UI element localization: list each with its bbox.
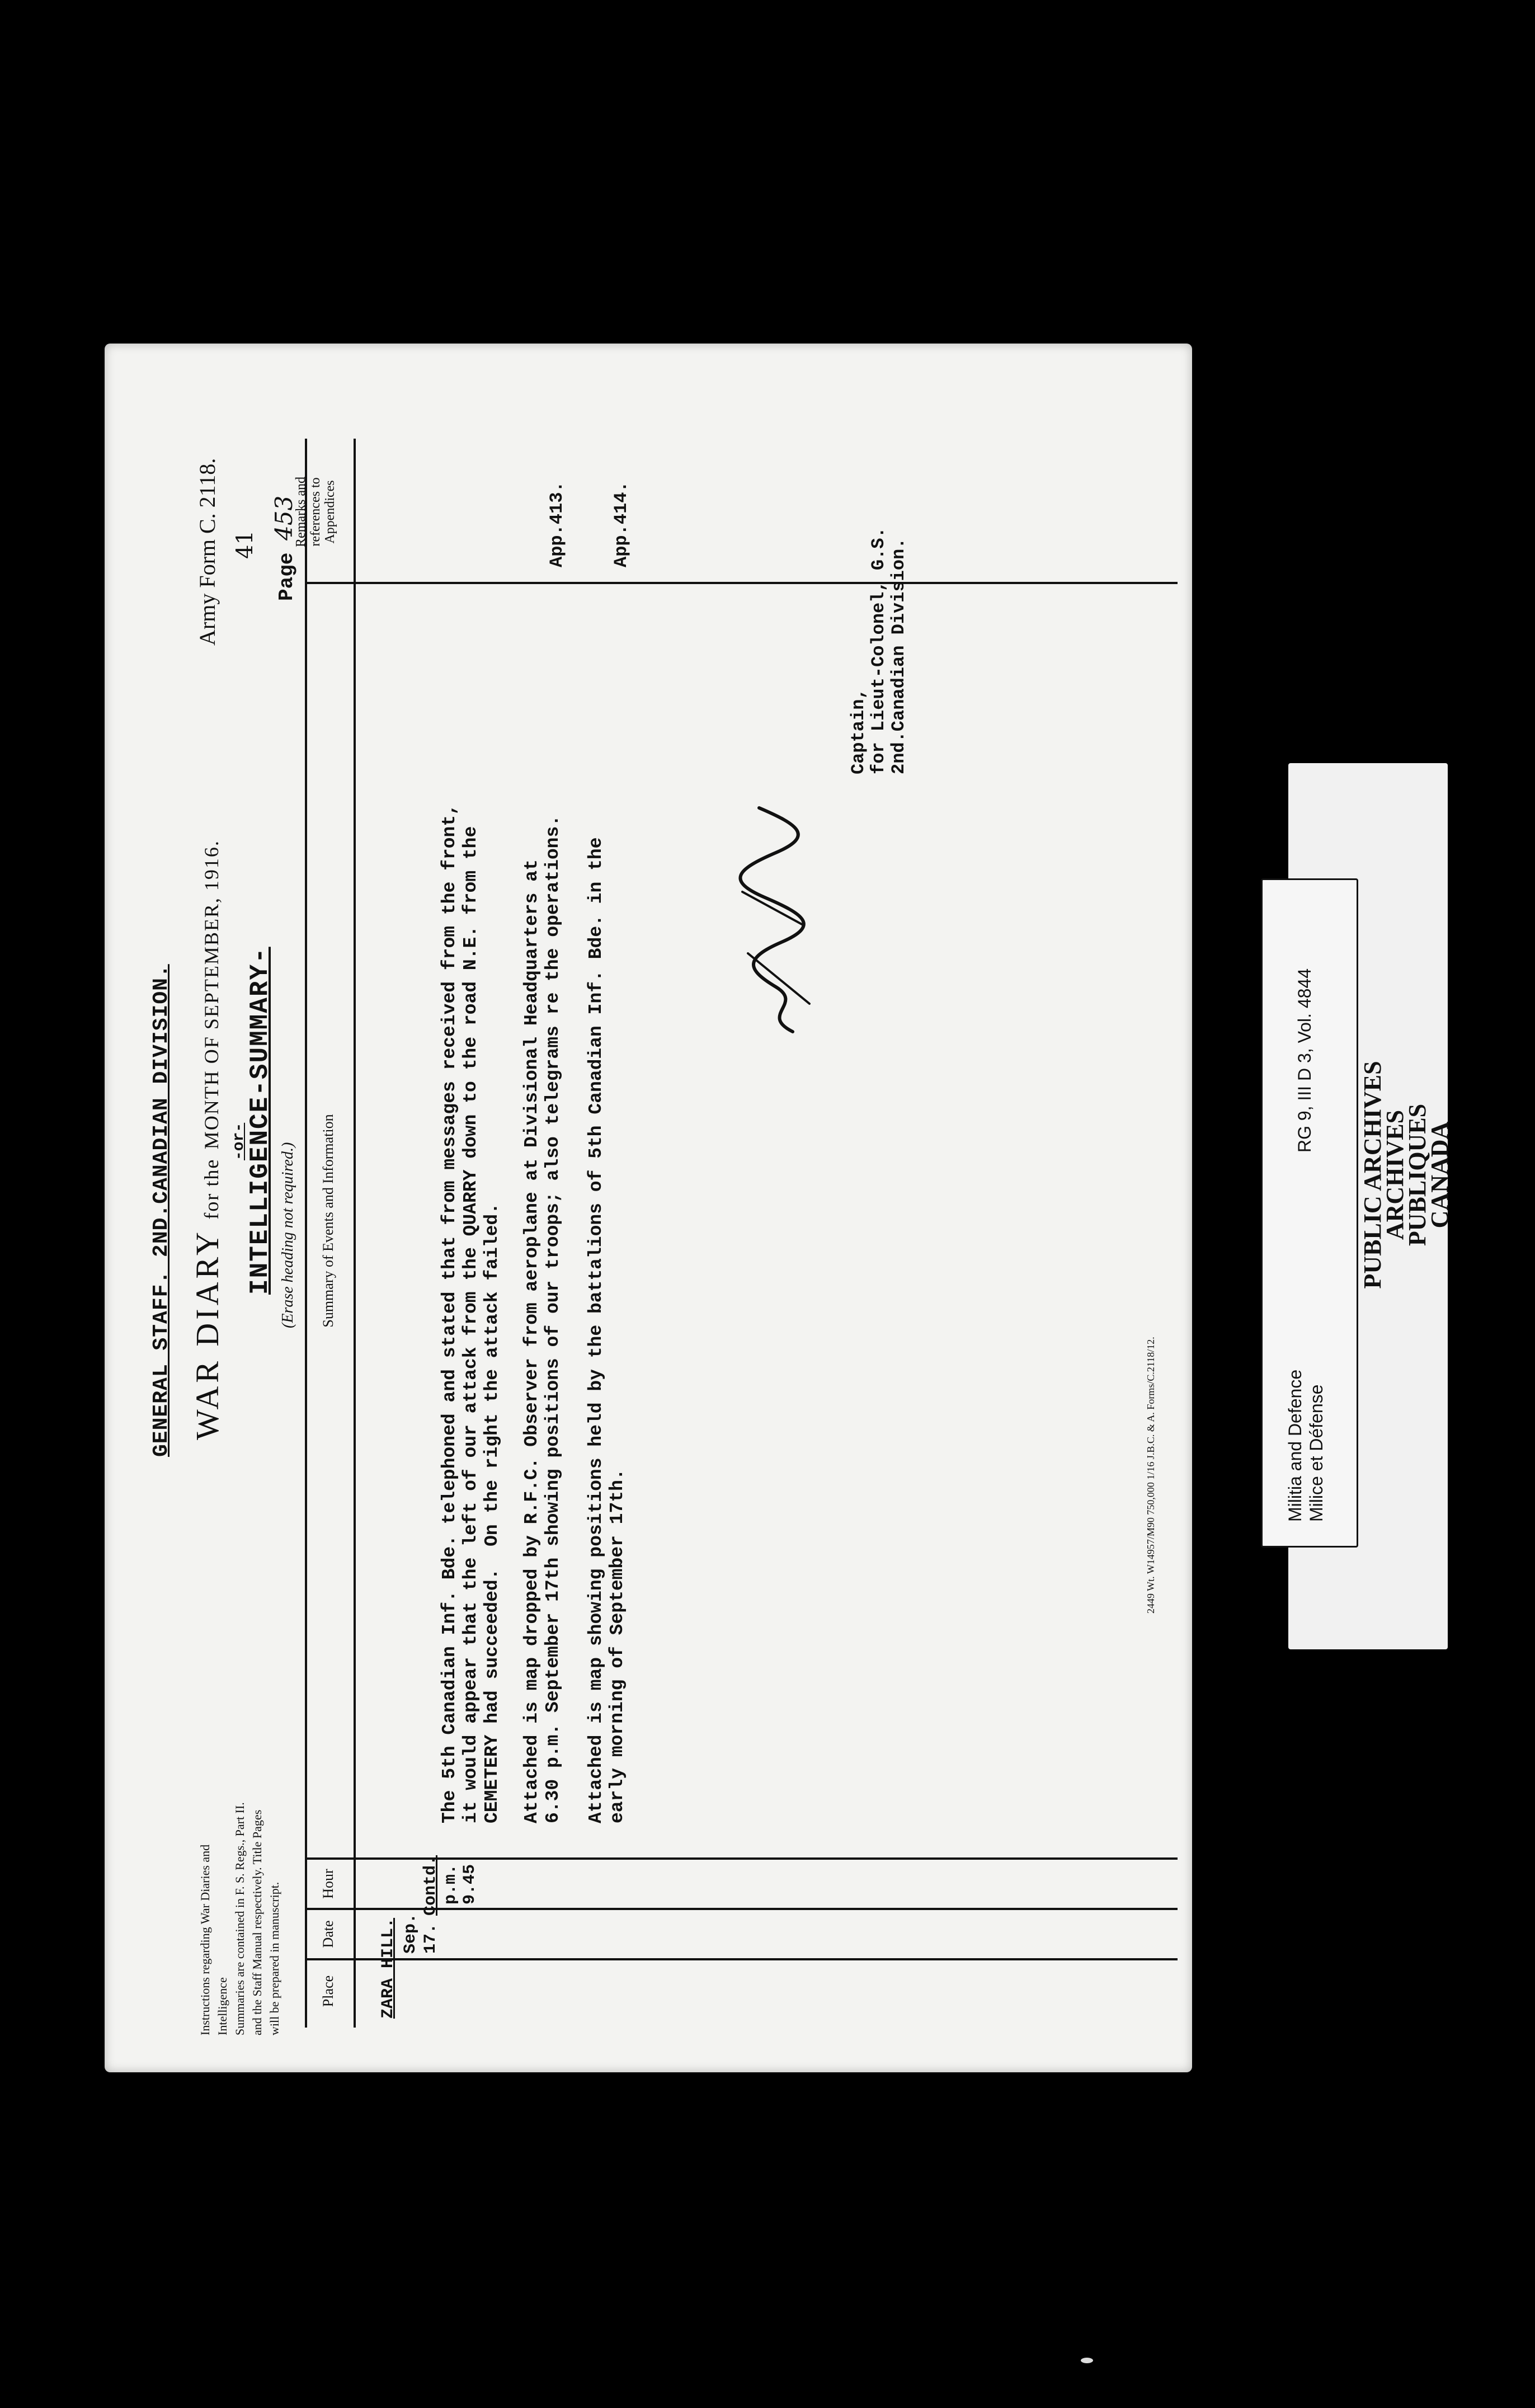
war-diary-page [105, 344, 1192, 2072]
title-month: MONTH OF SEPTEMBER, 1916. [200, 840, 223, 1150]
appendix-reference: App.413. [547, 481, 567, 567]
place-entry: ZARA HILL. [379, 1917, 398, 2019]
summary-entry: Attached is map dropped by R.F.C. Observer from aeroplane at Divisional Headquarters at 6.30 p.m. September 17th showing positions of our troops; also telegrams re the operations. [521, 815, 563, 1823]
instruction-line: and the Staff Manual respectively. Title Pages [250, 1809, 264, 2035]
intelligence-summary-heading: INTELLIGENCE-SUMMARY- [246, 947, 275, 1295]
archives-label-text [1261, 878, 1457, 1544]
column-header-place: Place [320, 1975, 336, 2007]
table-header-bottom-rule [354, 439, 356, 2028]
title-war-diary: WAR DIARY [189, 1229, 225, 1440]
remarks-header-line: Appendices [323, 480, 337, 544]
date-continued: Contd. [421, 1855, 440, 1916]
erase-heading-note: (Erase heading not required.) [279, 1142, 296, 1328]
army-form-number: Army Form C. 2118. [195, 458, 220, 646]
handwritten-folio-mark: 41 [232, 530, 258, 559]
printer-imprint: 2449 Wt. W14957/M90 750,000 1/16 J.B.C. & A. Forms/C.2118/12. [1145, 1337, 1156, 1614]
summary-entry: Attached is map showing positions held by the battalions of 5th Canadian Inf. Bde. in the early morning of September 17th. [586, 837, 628, 1823]
public-archives-mark [1359, 1041, 1453, 1309]
summary-entry: The 5th Canadian Inf. Bde. telephoned and stated that from messages received from the front, it would appear that the left of our attack from the QUARRY down to the road N.E. from the CEMETERY had succeeded. On the right the attack failed. [439, 804, 502, 1823]
column-header-summary: Summary of Events and Information [320, 1114, 336, 1328]
date-month: Sep. [401, 1913, 420, 1954]
signature-block: Captain, for Lieut-Colonel, G.S. 2nd.Canadian Division. [848, 527, 909, 774]
archives-line: ARCHIVES PUBLIQUES [1381, 1103, 1431, 1247]
instruction-line: will be prepared in manuscript. [267, 1882, 281, 2035]
scan-speck [1081, 2358, 1093, 2363]
place-column-rule [305, 1958, 1178, 1960]
archives-line: PUBLIC ARCHIVES [1359, 1061, 1386, 1289]
record-group-reference: RG 9, III D 3, Vol. 4844 [1294, 968, 1315, 1153]
ministry-name: Militia and Defence Milice et Défense [1285, 1369, 1326, 1522]
remarks-header-line: Remarks and [294, 477, 308, 547]
column-header-date: Date [320, 1920, 336, 1948]
page-number-value: 453 [270, 495, 298, 540]
form-instructions [196, 1784, 283, 2035]
column-header-remarks [294, 442, 337, 582]
date-day: 17. [421, 1923, 440, 1954]
table-header-top-rule [305, 439, 307, 2028]
remarks-header-line: references to [308, 477, 323, 547]
remarks-column-rule [305, 582, 1178, 584]
column-header-hour: Hour [320, 1869, 336, 1899]
unit-heading: GENERAL STAFF. 2ND.CANADIAN DIVISION. [149, 964, 173, 1457]
archives-line: CANADA [1426, 1121, 1453, 1229]
instruction-line: Summaries are contained in F. S. Regs., Part II. [233, 1802, 247, 2035]
page-label: Page [275, 552, 298, 601]
instruction-line: Instructions regarding War Diaries and Intelligence [198, 1844, 229, 2035]
handwritten-signature [726, 802, 815, 1037]
appendix-reference: App.414. [611, 481, 632, 567]
title-for-the: for the [200, 1158, 223, 1220]
hour-pm: p.m. [441, 1864, 460, 1904]
hour-time: 9.45 [460, 1864, 479, 1904]
or-separator: -or- [230, 1122, 248, 1160]
